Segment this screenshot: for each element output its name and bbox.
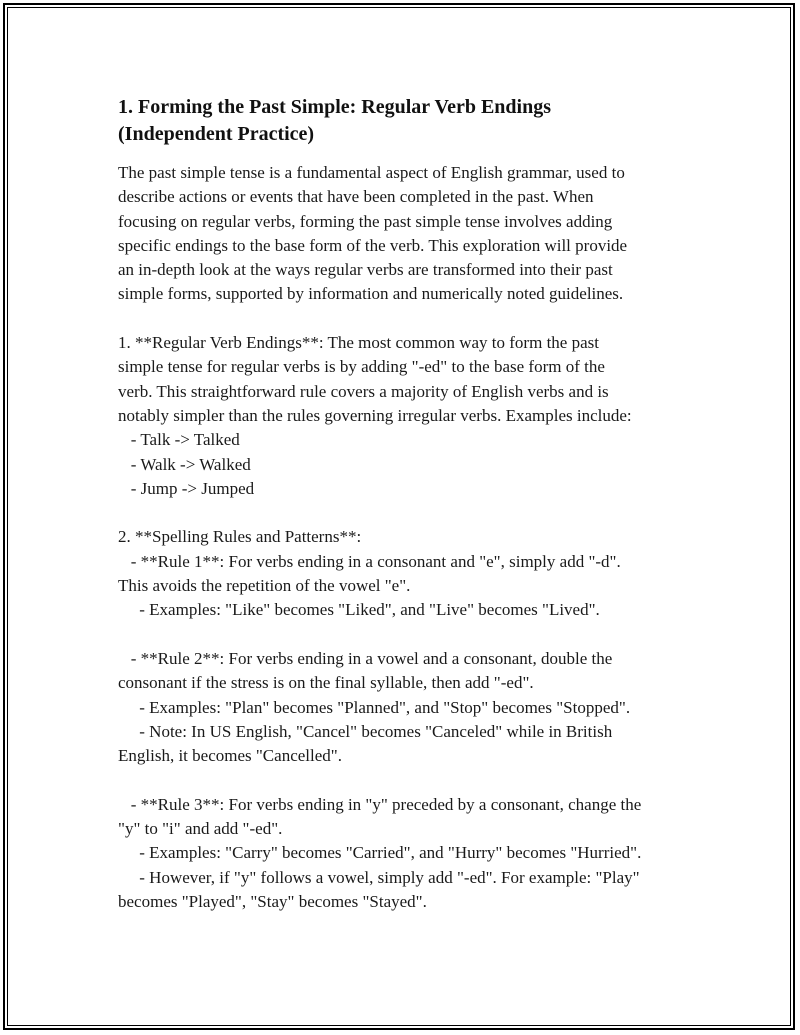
section-regular-verb-endings <box>118 331 698 525</box>
rule-line: - **Rule 2**: For verbs ending in a vowel and a consonant, double the <box>118 648 613 668</box>
text-line: The past simple tense is a fundamental aspect of English grammar, used to <box>118 163 625 182</box>
example-line: - Jump -> Jumped <box>118 478 255 498</box>
text-line: "y" to "i" and add "-ed". <box>118 819 283 839</box>
paragraph-gap <box>118 623 698 647</box>
example-line: - Walk -> Walked <box>118 454 251 474</box>
document-body <box>118 94 698 914</box>
text-line: specific endings to the base form of the verb. This exploration will provide <box>118 235 628 255</box>
section-rule-3 <box>118 793 698 914</box>
intro-paragraph <box>118 161 698 331</box>
text-line: consonant if the stress is on the final syllable, then add "-ed". <box>118 673 534 693</box>
example-line: - Talk -> Talked <box>118 430 240 450</box>
rule-line: - **Rule 3**: For verbs ending in "y" preceded by a consonant, change the <box>118 794 642 814</box>
section-spelling-rules <box>118 525 698 646</box>
paragraph-gap <box>118 768 698 792</box>
text-line: notably simpler than the rules governing irregular verbs. Examples include: <box>118 405 632 425</box>
page-title <box>118 94 698 148</box>
paragraph-gap <box>118 501 698 525</box>
paragraph-gap <box>118 307 698 331</box>
text-line: an in-depth look at the ways regular verbs are transformed into their past <box>118 260 613 280</box>
text-line: describe actions or events that have been completed in the past. When <box>118 187 594 207</box>
text-line: English, it becomes "Cancelled". <box>118 746 342 766</box>
title-line: 1. Forming the Past Simple: Regular Verb Endings <box>118 96 551 118</box>
text-line: simple forms, supported by information and numerically noted guidelines. <box>118 284 624 304</box>
text-line: 1. **Regular Verb Endings**: The most common way to form the past <box>118 333 599 353</box>
title-line: (Independent Practice) <box>118 123 315 145</box>
text-line: 2. **Spelling Rules and Patterns**: <box>118 527 362 547</box>
section-rule-2 <box>118 647 698 793</box>
text-line: verb. This straightforward rule covers a majority of English verbs and is <box>118 381 609 401</box>
text-line: becomes "Played", "Stay" becomes "Stayed". <box>118 891 427 911</box>
example-line: - Examples: "Plan" becomes "Planned", and "Stop" becomes "Stopped". <box>118 697 631 717</box>
text-line: simple tense for regular verbs is by adding "-ed" to the base form of the <box>118 357 605 377</box>
text-line: This avoids the repetition of the vowel "e". <box>118 576 411 596</box>
rule-line: - **Rule 1**: For verbs ending in a consonant and "e", simply add "-d". <box>118 551 621 571</box>
example-line: - However, if "y" follows a vowel, simply add "-ed". For example: "Play" <box>118 867 640 887</box>
example-line: - Examples: "Carry" becomes "Carried", and "Hurry" becomes "Hurried". <box>118 843 642 863</box>
note-line: - Note: In US English, "Cancel" becomes "Canceled" while in British <box>118 721 613 741</box>
example-line: - Examples: "Like" becomes "Liked", and "Live" becomes "Lived". <box>118 600 600 620</box>
text-line: focusing on regular verbs, forming the past simple tense involves adding <box>118 211 613 231</box>
